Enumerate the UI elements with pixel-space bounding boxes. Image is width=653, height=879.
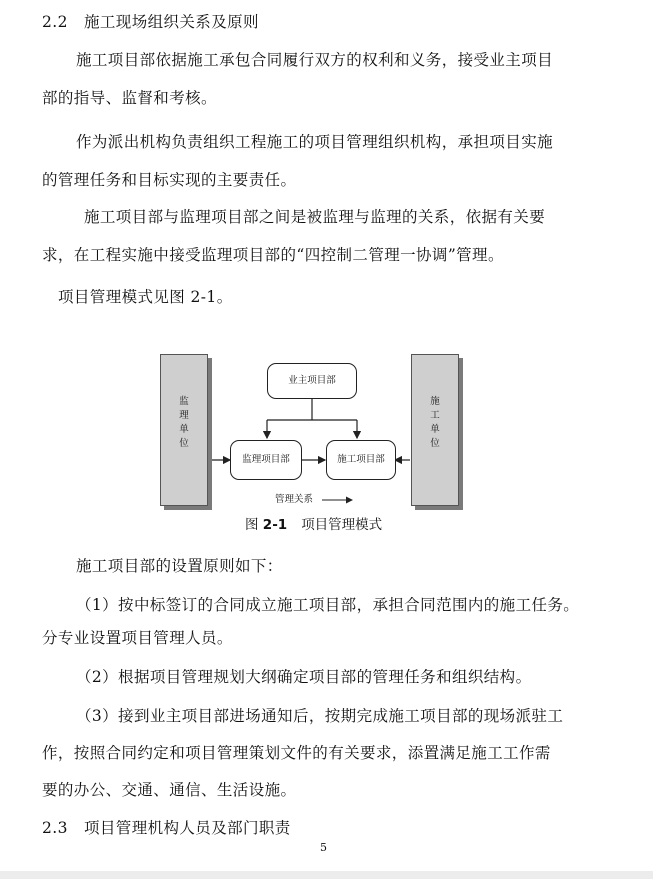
paragraph-line: 求，在工程实施中接受监理项目部的“四控制二管理一协调”管理。: [42, 246, 504, 264]
legend-label: 管理关系: [275, 494, 314, 505]
supervision-unit-box: [160, 354, 208, 506]
list-item-line: 作，按照合同约定和项目管理策划文件的有关要求，添置满足施工工作需: [42, 744, 551, 762]
figure-caption-prefix: 图: [245, 517, 263, 533]
section-number: 2.2: [42, 13, 68, 31]
paragraph-line: 部的指导、监督和考核。: [42, 89, 217, 107]
owner-project-dept-label: 业主项目部: [288, 375, 336, 386]
paragraph-line: 施工项目部依据施工承包合同履行双方的权利和义务，接受业主项目: [76, 51, 554, 69]
section-title: 项目管理机构人员及部门职责: [84, 819, 291, 837]
list-item-line: 要的办公、交通、通信、生活设施。: [42, 781, 297, 799]
figure-caption: [245, 516, 382, 534]
construction-project-dept-label: 施工项目部: [337, 454, 385, 465]
supervision-project-dept-box: [230, 440, 302, 480]
list-item-line: （1）按中标签订的合同成立施工项目部，承担合同范围内的施工任务。: [76, 596, 580, 614]
figure-caption-number: 2-1: [262, 517, 288, 533]
section-heading-2-3: [42, 818, 291, 838]
paragraph-line: 施工项目部的设置原则如下：: [76, 557, 283, 575]
supervision-project-dept-label: 监理项目部: [242, 454, 290, 465]
section-title: 施工现场组织关系及原则: [84, 13, 259, 31]
list-item-line: 分专业设置项目管理人员。: [42, 629, 233, 647]
page-number: 5: [320, 841, 327, 854]
supervision-unit-label: 监理单位: [179, 396, 189, 449]
figure-caption-title: 项目管理模式: [301, 517, 383, 533]
construction-project-dept-box: [326, 440, 396, 480]
owner-project-dept-box: [267, 363, 357, 399]
paragraph-line: 的管理任务和目标实现的主要责任。: [42, 171, 297, 189]
construction-unit-box: [411, 354, 459, 506]
section-number: 2.3: [42, 819, 68, 837]
paragraph-line: 施工项目部与监理项目部之间是被监理与监理的关系，依据有关要: [84, 208, 546, 226]
paragraph-line: 项目管理模式见图 2-1。: [58, 288, 233, 306]
list-item-line: （3）接到业主项目部进场通知后，按期完成施工项目部的现场派驻工: [76, 707, 564, 725]
page-bottom-edge: [0, 871, 653, 879]
project-management-diagram: [150, 340, 480, 515]
paragraph-line: 作为派出机构负责组织工程施工的项目管理组织机构，承担项目实施: [76, 133, 554, 151]
construction-unit-label: 施工单位: [430, 396, 440, 449]
list-item-line: （2）根据项目管理规划大纲确定项目部的管理任务和组织结构。: [76, 668, 532, 686]
section-heading-2-2: [42, 12, 259, 32]
